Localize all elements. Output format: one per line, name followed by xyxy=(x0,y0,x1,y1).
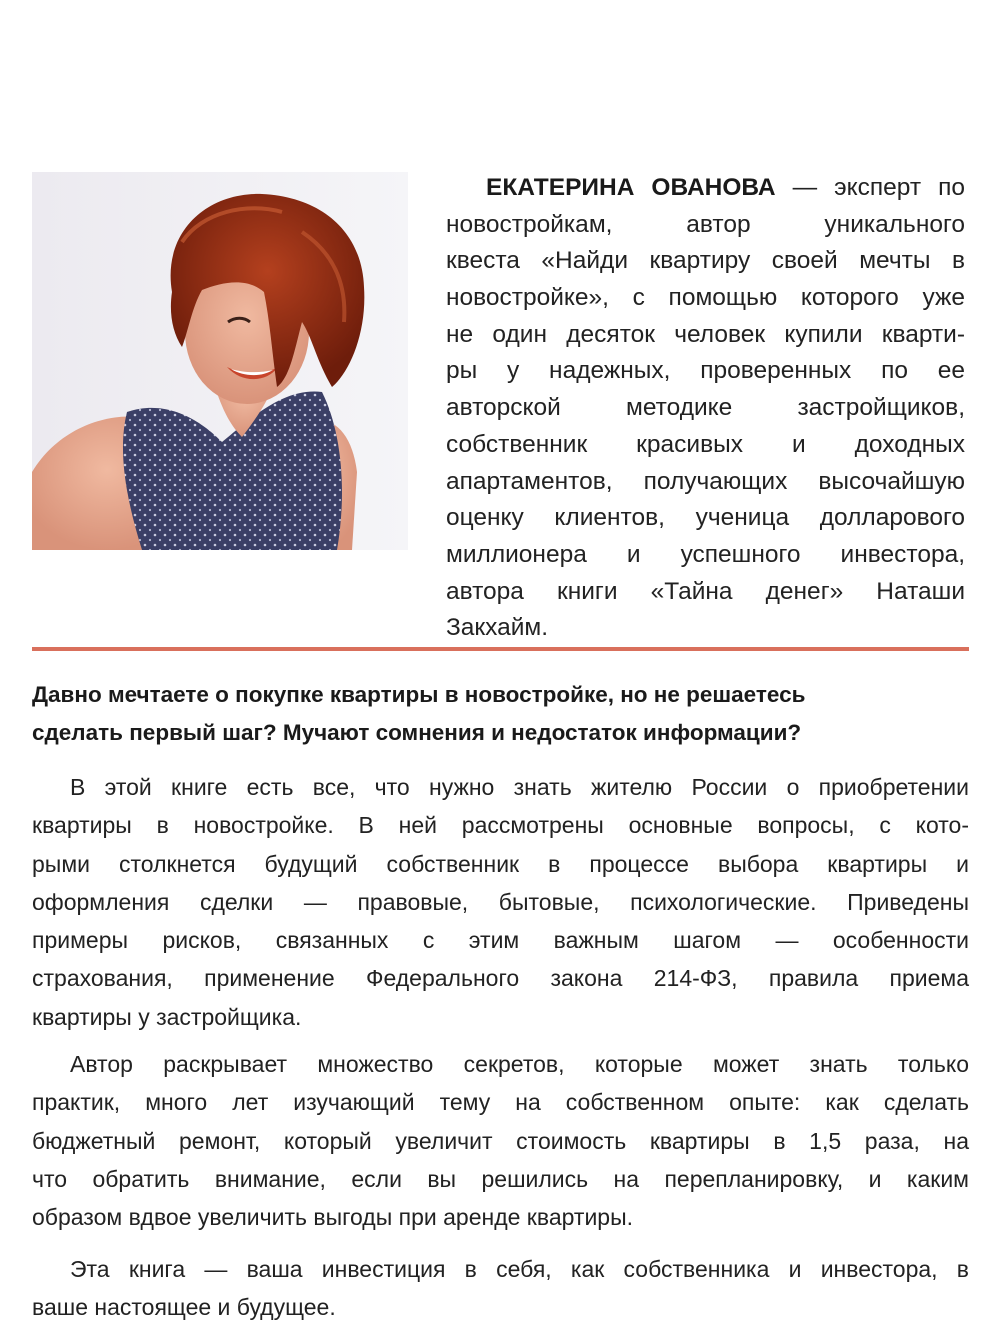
bio-line: миллионера и успешного инвестора, xyxy=(446,540,965,568)
paragraph-line: квартиры у застройщика. xyxy=(32,1003,302,1030)
paragraph-line: что обратить внимание, если вы решились на перепланировку, и каким xyxy=(32,1165,969,1192)
description-paragraph xyxy=(32,1045,969,1236)
bio-line: новостройке», с помощью которого уже xyxy=(446,284,965,312)
section-divider xyxy=(32,647,969,651)
author-photo xyxy=(32,172,408,550)
paragraph-line: В этой книге есть все, что нужно знать жителю России о приобретении xyxy=(70,774,969,800)
bio-line: апартаментов, получающих высочайшую xyxy=(446,467,965,495)
bio-line: ЕКАТЕРИНА ОВАНОВА — эксперт по xyxy=(486,174,965,201)
paragraph-line: ваше настоящее и будущее. xyxy=(32,1294,336,1321)
paragraph-line: рыми столкнется будущий собственник в процессе выбора квартиры и xyxy=(32,850,969,877)
bio-line: оценку клиентов, ученица долларового xyxy=(446,504,965,532)
paragraph-line: бюджетный ремонт, который увеличит стоимость квартиры в 1,5 раза, на xyxy=(32,1127,969,1154)
bio-line: авторской методике застройщиков, xyxy=(446,394,965,422)
bio-line: квеста «Найди квартиру своей мечты в xyxy=(446,247,965,275)
paragraph-line: примеры рисков, связанных с этим важным шагом — особенности xyxy=(32,927,969,954)
paragraph-line: практик, много лет изучающий тему на собственном опыте: как сделать xyxy=(32,1089,969,1116)
lead-question xyxy=(32,676,969,752)
paragraph-line: оформления сделки — правовые, бытовые, психологические. Приведены xyxy=(32,888,969,915)
bio-line: собственник красивых и доходных xyxy=(446,430,965,458)
lead-line: сделать первый шаг? Мучают сомнения и недостаток информации? xyxy=(32,720,802,745)
paragraph-line: страхования, применение Федерального закона 214-ФЗ, правила приема xyxy=(32,965,969,992)
paragraph-line: квартиры в новостройке. В ней рассмотрены основные вопросы, с кото- xyxy=(32,812,969,839)
lead-line: Давно мечтаете о покупке квартиры в новостройке, но не решаетесь xyxy=(32,682,806,707)
bio-line: Закхайм. xyxy=(446,614,549,642)
bio-line: новостройкам, автор уникального xyxy=(446,210,965,238)
paragraph-line: Эта книга — ваша инвестиция в себя, как собственника и инвестора, в xyxy=(70,1256,969,1282)
paragraph-line: образом вдвое увеличить выгоды при аренде квартиры. xyxy=(32,1204,633,1231)
bio-line: автора книги «Тайна денег» Наташи xyxy=(446,577,965,605)
description-paragraph xyxy=(32,1250,969,1327)
description-paragraph xyxy=(32,768,969,1036)
author-name: ЕКАТЕРИНА ОВАНОВА xyxy=(486,174,776,201)
bio-line: не один десяток человек купили кварти- xyxy=(446,320,965,348)
bio-line: ры у надежных, проверенных по ее xyxy=(446,357,965,385)
paragraph-line: Автор раскрывает множество секретов, которые может знать только xyxy=(70,1051,969,1077)
author-bio xyxy=(446,170,965,647)
